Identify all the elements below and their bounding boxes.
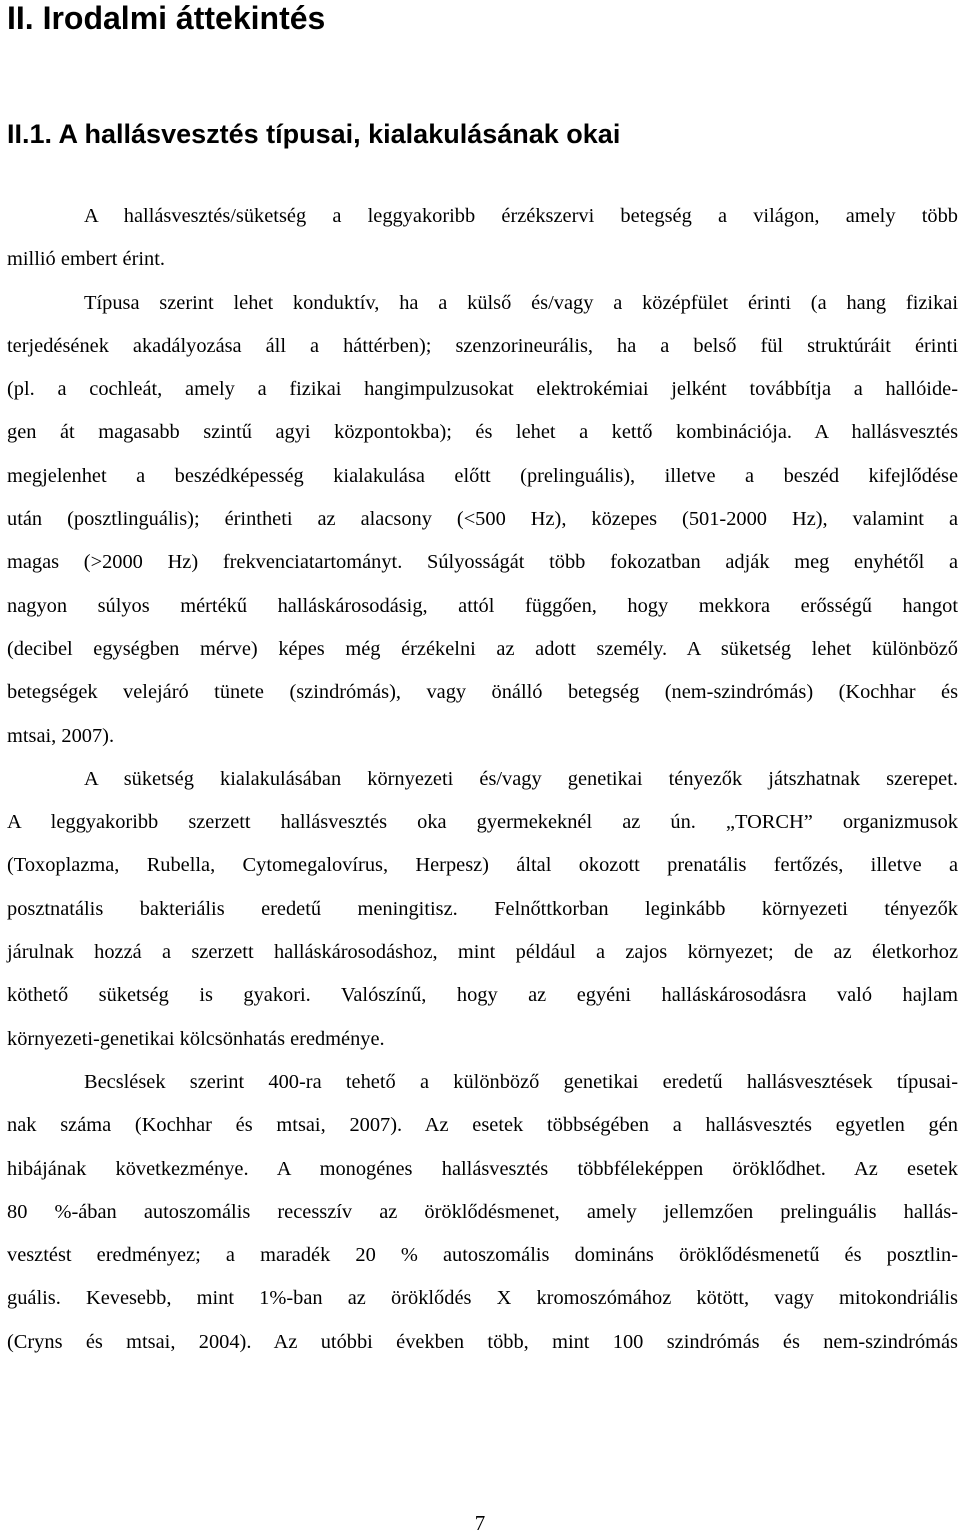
text-line: után (posztlinguális); érintheti az alacsony (<500 Hz), közepes (501-2000 Hz), valamint a: [7, 508, 958, 531]
paragraph-intro: [7, 195, 958, 282]
text-line: mtsai, 2007).: [7, 724, 115, 747]
text-line: (Toxoplazma, Rubella, Cytomegalovírus, Herpesz) által okozott prenatális fertőzés, illetve a: [7, 854, 958, 877]
text-line: 80 %-ában autoszomális recesszív az öröklődésmenet, amely jellemzően prelinguális hallás-: [7, 1200, 958, 1223]
text-line: járulnak hozzá a szerzett halláskárosodáshoz, mint például a zajos környezet; de az életkorhoz: [7, 941, 958, 964]
text-line: nak száma (Kochhar és mtsai, 2007). Az esetek többségében a hallásvesztés egyetlen gén: [7, 1114, 958, 1137]
text-line: betegségek velejáró tünete (szindrómás), vagy önálló betegség (nem-szindrómás) (Kochhar és: [7, 681, 958, 704]
text-line: hibájának következménye. A monogénes hallásvesztés többféleképpen öröklődhet. Az esetek: [7, 1157, 958, 1180]
text-line: A hallásvesztés/süketség a leggyakoribb érzékszervi betegség a világon, amely több: [84, 205, 958, 227]
text-line: köthető süketség is gyakori. Valószínű, hogy az egyéni halláskárosodásra való hajlam: [7, 984, 958, 1007]
paragraph-types: [7, 282, 958, 758]
body-text: [7, 195, 958, 1364]
text-line: posztnatális bakteriális eredetű meningitisz. Felnőttkorban leginkább környezeti tényezők: [7, 897, 958, 920]
text-line: guális. Kevesebb, mint 1%-ban az öröklődés X kromoszómához kötött, vagy mitokondriális: [7, 1287, 958, 1310]
text-line: A süketség kialakulásában környezeti és/vagy genetikai tényezők játszhatnak szerepet.: [84, 767, 958, 790]
text-line: (Cryns és mtsai, 2004). Az utóbbi években több, mint 100 szindrómás és nem-szindrómás: [7, 1330, 958, 1353]
page-number: 7: [474, 1511, 486, 1535]
chapter-title: II. Irodalmi áttekintés: [7, 0, 326, 36]
paragraph-causes: [7, 758, 958, 1061]
text-line: gen át magasabb szintű agyi központokba); és lehet a kettő kombinációja. A hallásvesztés: [7, 421, 958, 444]
text-line: Típusa szerint lehet konduktív, ha a külső és/vagy a középfület érinti (a hang fizikai: [84, 291, 958, 314]
text-line: terjedésének akadályozása áll a háttérben); szenzorineurális, ha a belső fül struktúráit érinti: [7, 334, 958, 357]
text-line: (decibel egységben mérve) képes még érzékelni az adott személy. A süketség lehet különböző: [7, 637, 958, 660]
text-line: vesztést eredményez; a maradék 20 % autoszomális domináns öröklődésmenetű és posztlin-: [7, 1244, 958, 1267]
text-line: környezeti-genetikai kölcsönhatás eredménye.: [7, 1027, 385, 1050]
text-line: (pl. a cochleát, amely a fizikai hangimpulzusokat elektrokémiai jelként továbbítja a hallóide-: [7, 378, 958, 401]
text-line: megjelenhet a beszédképesség kialakulása előtt (prelinguális), illetve a beszéd kifejlődése: [7, 464, 958, 487]
text-line: Becslések szerint 400-ra tehető a különböző genetikai eredetű hallásvesztések típusai-: [84, 1070, 958, 1093]
text-line: nagyon súlyos mértékű halláskárosodásig, attól függően, hogy mekkora erősségű hangot: [7, 594, 958, 617]
section-title: II.1. A hallásvesztés típusai, kialakulásának okai: [7, 119, 621, 149]
paragraph-genetics: [7, 1061, 958, 1364]
text-line: magas (>2000 Hz) frekvenciatartományt. Súlyosságát több fokozatban adják meg enyhétől a: [7, 551, 958, 574]
text-line: A leggyakoribb szerzett hallásvesztés oka gyermekeknél az ún. „TORCH” organizmusok: [7, 811, 958, 834]
text-line: millió embert érint.: [7, 248, 165, 271]
